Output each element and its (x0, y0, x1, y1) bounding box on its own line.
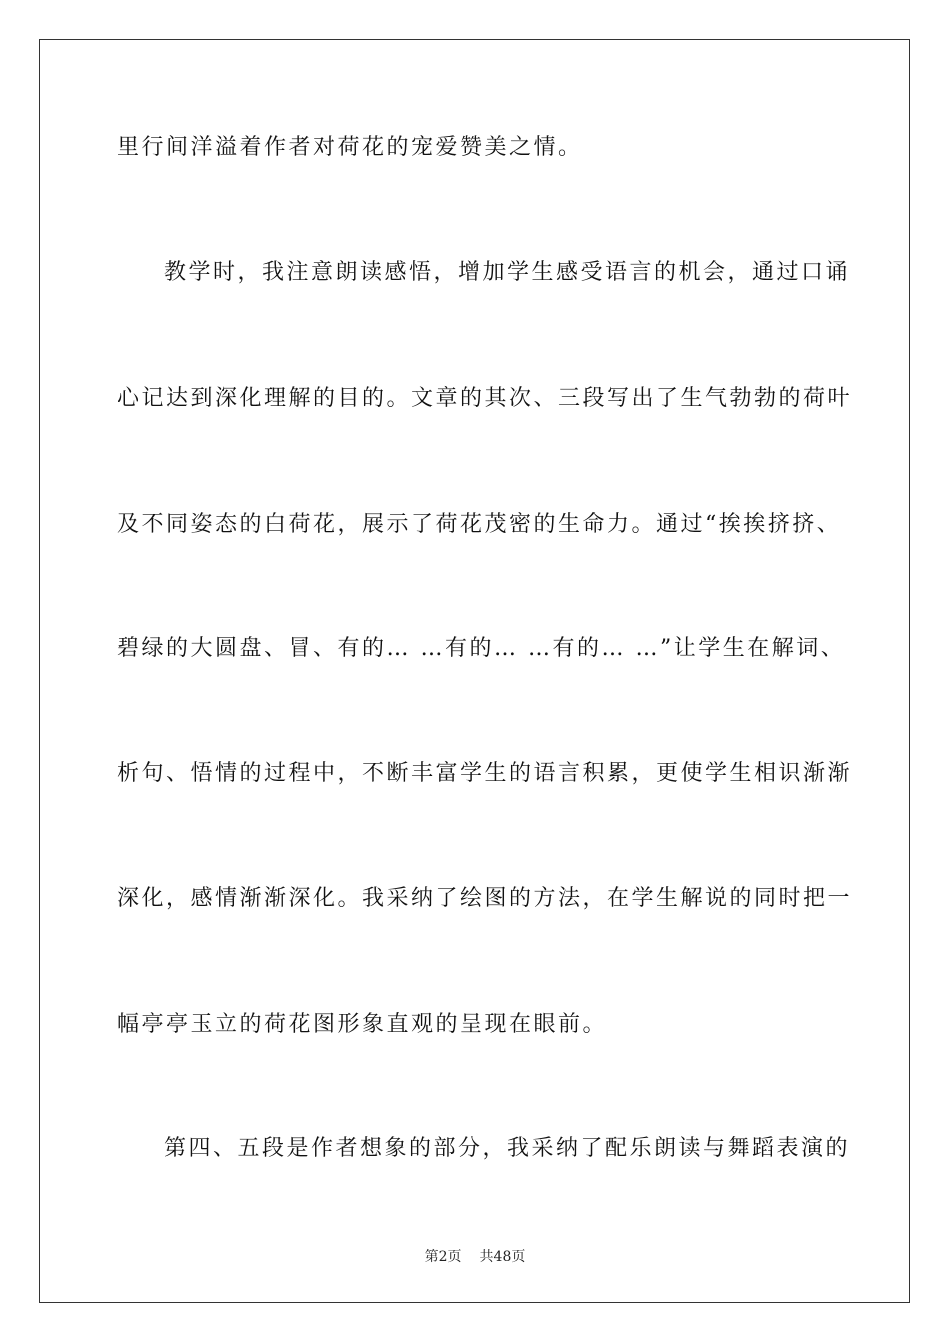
paragraph-line: 深化，感情渐渐深化。我采纳了绘图的方法，在学生解说的同时把一 (117, 886, 853, 911)
paragraph-line: 幅亭亭玉立的荷花图形象直观的呈现在眼前。 (117, 1012, 608, 1037)
paragraph-line: 教学时，我注意朗读感悟，增加学生感受语言的机会，通过口诵 (164, 260, 851, 285)
page-frame (39, 39, 910, 1303)
paragraph-line: 碧绿的大圆盘、冒、有的… …有的… …有的… …”让学生在解词、 (117, 636, 846, 661)
paragraph-line: 第四、五段是作者想象的部分，我采纳了配乐朗读与舞蹈表演的 (164, 1136, 851, 1161)
paragraph-line: 析句、悟情的过程中，不断丰富学生的语言积累，更使学生相识渐渐 (117, 761, 853, 786)
page-total: 共48页 (479, 1249, 526, 1265)
paragraph-line: 及不同姿态的白荷花，展示了荷花茂密的生命力。通过“挨挨挤挤、 (117, 512, 842, 537)
paragraph-line: 里行间洋溢着作者对荷花的宠爱赞美之情。 (117, 135, 583, 160)
page-footer (0, 1247, 950, 1267)
page-number: 第2页 (424, 1249, 462, 1265)
paragraph-line: 心记达到深化理解的目的。文章的其次、三段写出了生气勃勃的荷叶 (117, 386, 853, 411)
